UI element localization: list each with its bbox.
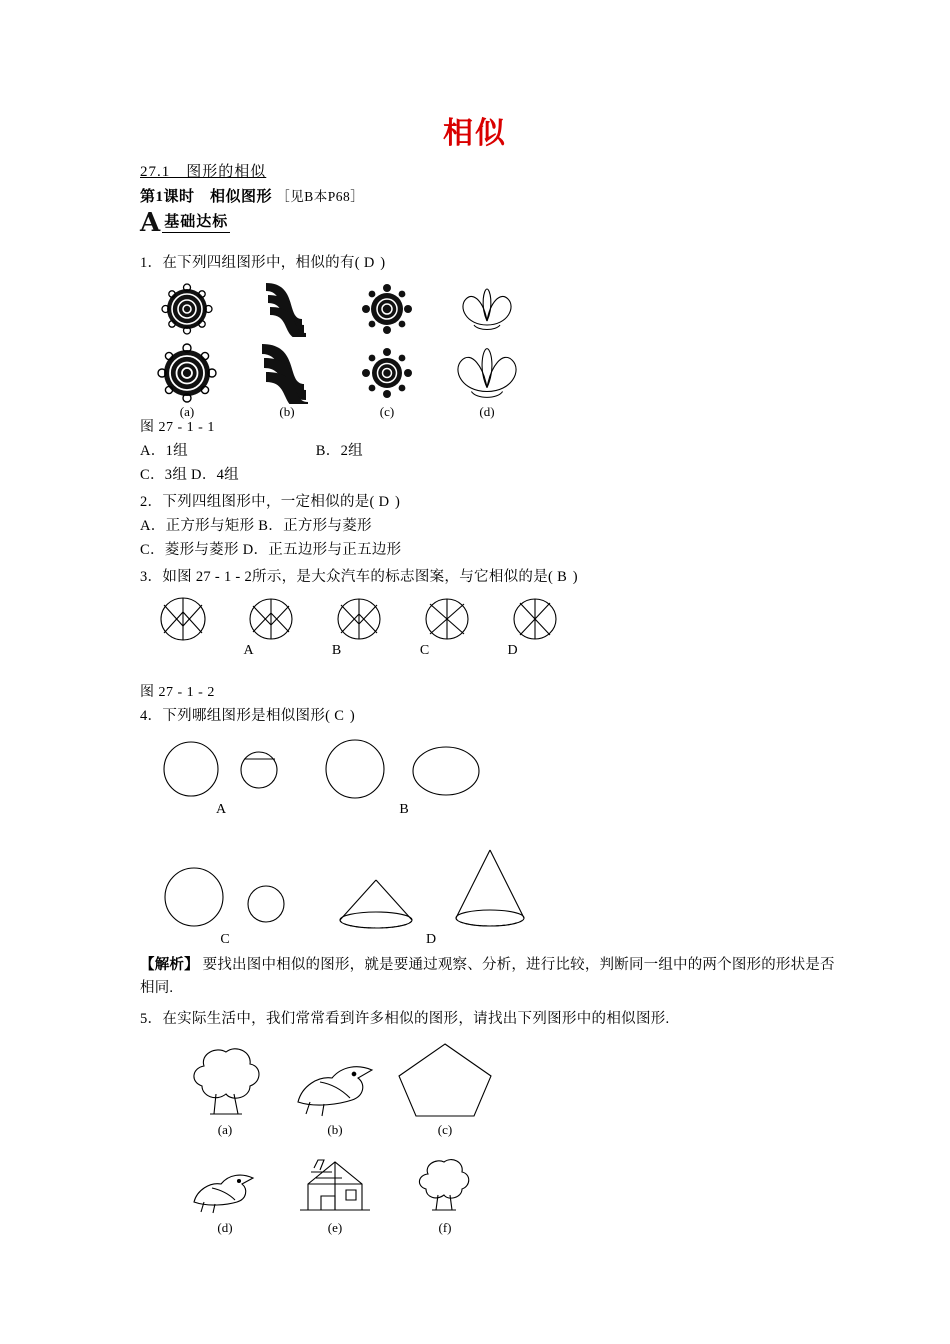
- fig2-label-d: D: [507, 643, 519, 659]
- figure-27-1-1: [148, 280, 840, 420]
- q5-label-e: (e): [327, 1220, 343, 1236]
- bird-large-icon: [280, 1044, 390, 1122]
- flower-rosette-icon-small: [148, 280, 226, 338]
- question-2-options-1: A．正方形与矩形 B．正方形与菱形: [140, 518, 372, 535]
- question-2-options-2: C．菱形与菱形 D．正五边形与正五边形: [140, 541, 402, 558]
- snowflake-flower-icon-large: [348, 344, 426, 402]
- question-1-options: [140, 440, 840, 463]
- vw-option-c-icon: [414, 596, 480, 642]
- petal-knot-icon-large: [448, 344, 526, 402]
- question-3-tail: ): [572, 568, 578, 585]
- q1-option-b: B．2组: [315, 443, 363, 460]
- cone-tall-d-icon: [444, 844, 536, 930]
- badge-letter: A: [140, 208, 161, 238]
- figure-27-1-2-row: [150, 596, 840, 642]
- tree-small-icon: [390, 1152, 500, 1220]
- circle-large-c-icon: [160, 864, 228, 930]
- question-1-tail: ): [380, 255, 386, 271]
- document-body: [140, 160, 840, 1236]
- fig2-label-b: B: [331, 643, 343, 659]
- question-4-tail: ): [349, 708, 355, 725]
- lesson-heading: [140, 185, 840, 206]
- vw-option-d-icon: [502, 596, 568, 642]
- pentagon-large-icon: [390, 1038, 500, 1122]
- figure-27-1-2: [150, 596, 840, 659]
- question-3-answer: B: [557, 568, 569, 585]
- figure-q5-row-1: [170, 1038, 840, 1122]
- circle-large-b-icon: [322, 738, 390, 800]
- figure-27-1-1-row-bottom: [148, 344, 840, 402]
- q5-label-c: (c): [437, 1122, 453, 1138]
- figure-27-1-1-labels: [148, 404, 840, 420]
- fig2-label-a: A: [243, 643, 255, 659]
- question-4-explanation: [140, 954, 840, 1000]
- question-2-tail: ): [395, 493, 401, 510]
- q4-label-d: D: [425, 931, 437, 947]
- figure-q5-labels-1: [170, 1122, 840, 1138]
- q5-label-d: (d): [217, 1220, 233, 1236]
- q4-label-b: B: [399, 801, 409, 817]
- q1-option-a: A．1组: [140, 443, 188, 460]
- question-4-text: [140, 705, 840, 727]
- vw-option-b-icon: [326, 596, 392, 642]
- question-2-answer: D: [378, 493, 392, 510]
- q4-label-c: C: [220, 931, 230, 947]
- question-5-text: 5．在实际生活中，我们常常看到许多相似的图形，请找出下列图形中的相似图形.: [140, 1011, 670, 1027]
- fig1-label-d: (d): [479, 404, 495, 420]
- figure-27-1-2-labels: [216, 643, 840, 659]
- question-1-stem: 1．在下列四组图形中，相似的有(: [140, 255, 360, 271]
- question-1-answer: D: [363, 255, 377, 271]
- circle-large-a-icon: [160, 738, 222, 800]
- level-badge: [140, 208, 840, 238]
- vw-option-a-icon: [238, 596, 304, 642]
- question-4-answer: C: [334, 708, 346, 725]
- q5-label-b: (b): [327, 1122, 343, 1138]
- page-title: 相似: [443, 116, 507, 151]
- question-1-options-2: C．3组 D．4组: [140, 466, 239, 483]
- explanation-label: 【解析】: [140, 956, 199, 973]
- figure-27-1-2-caption: 图 27 - 1 - 2: [140, 685, 215, 701]
- q5-label-f: (f): [438, 1220, 452, 1236]
- fig1-label-b: (b): [279, 404, 295, 420]
- fig2-label-c: C: [419, 643, 431, 659]
- figure-27-1-1-row-top: [148, 280, 840, 338]
- question-1-text: [140, 252, 840, 274]
- vw-logo-reference-icon: [150, 596, 216, 642]
- question-2-text: [140, 491, 840, 513]
- fig1-label-a: (a): [179, 404, 195, 420]
- explanation-text: 要找出图中相似的图形，就是要通过观察、分析，进行比较，判断同一组中的两个图形的形状是否相同.: [140, 956, 835, 996]
- question-4-stem: 4．下列哪组图形是相似图形(: [140, 708, 331, 725]
- fig1-label-c: (c): [379, 404, 395, 420]
- wave-logo-icon-large: [248, 344, 326, 402]
- circle-small-c-icon: [242, 864, 290, 930]
- cone-flat-d-icon: [330, 860, 422, 930]
- ellipse-b-icon: [408, 738, 484, 800]
- flower-rosette-icon-large: [148, 344, 226, 402]
- figure-q4: [160, 738, 840, 948]
- lesson-title: 第1课时 相似图形: [140, 189, 273, 205]
- q5-label-a: (a): [217, 1122, 233, 1138]
- question-2-stem: 2．下列四组图形中，一定相似的是(: [140, 493, 375, 510]
- figure-27-1-1-caption: 图 27 - 1 - 1: [140, 420, 215, 436]
- house-icon: [280, 1152, 390, 1220]
- cut-circle-a-icon: [236, 746, 282, 792]
- tree-large-icon: [170, 1044, 280, 1122]
- wave-logo-icon-small: [248, 280, 326, 338]
- figure-q5-row-2: [170, 1152, 840, 1220]
- question-3-text: [140, 566, 840, 588]
- figure-q5-labels-2: [170, 1220, 840, 1236]
- lesson-reference: ［见B本P68］: [276, 189, 365, 204]
- snowflake-flower-icon-small: [348, 280, 426, 338]
- petal-knot-icon-small: [448, 280, 526, 338]
- q4-label-a: A: [215, 801, 227, 817]
- bird-small-icon: [170, 1152, 280, 1220]
- badge-label: 基础达标: [162, 210, 230, 233]
- question-3-stem: 3．如图 27 - 1 - 2所示，是大众汽车的标志图案，与它相似的是(: [140, 568, 554, 585]
- figure-q5: [170, 1038, 840, 1236]
- section-heading: 27.1 图形的相似: [140, 164, 267, 180]
